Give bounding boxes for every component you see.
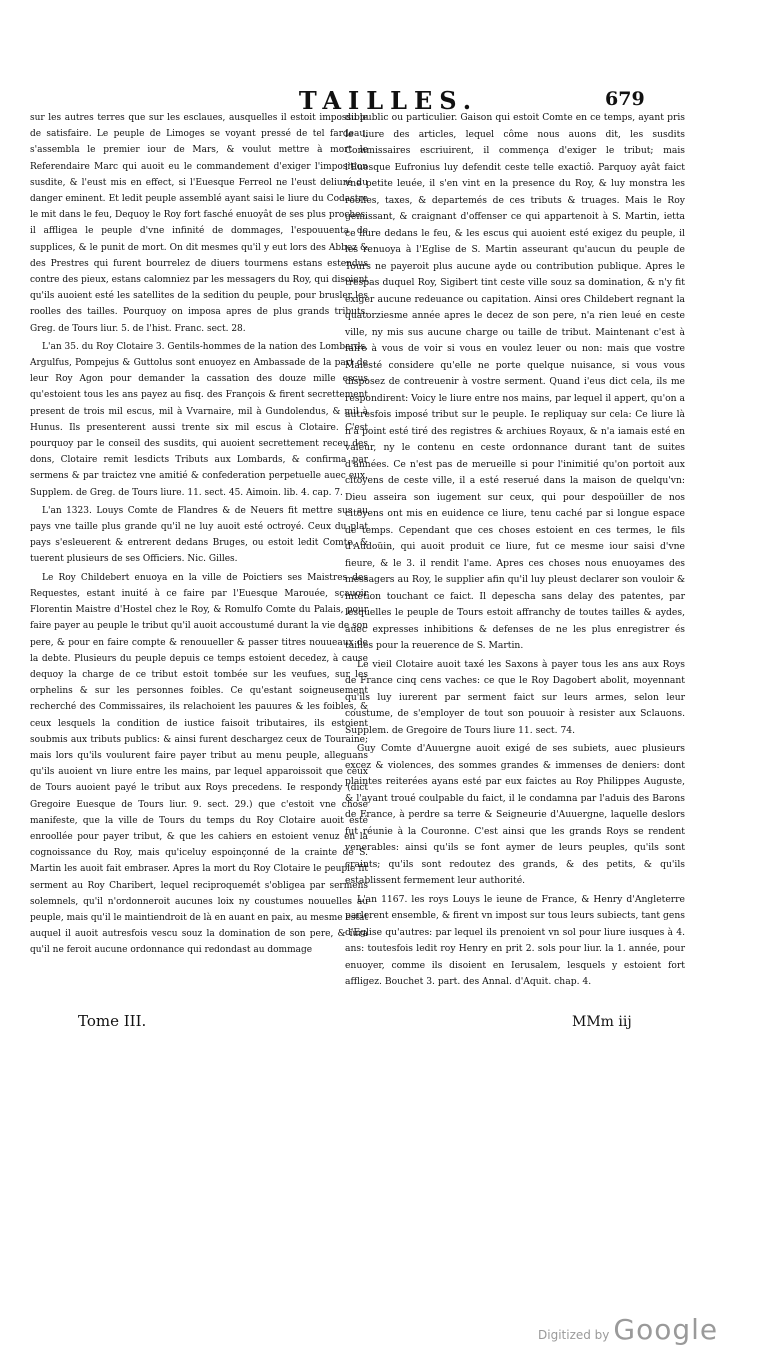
digitized-watermark: [538, 1313, 718, 1346]
paragraph: Le Roy Childebert enuoya en la ville de Poictiers ses Maistres des Requestes, estant inuité à ce faire par l'Euesque Marouée, sçauoir Florentin Maistre d'Hostel chez le Roy, & Romulfo Comte du Palais, pour faire payer au peuple le tribut qu'il auoit accoustumé durant la vie de son pere, & pour en faire compte & renouueller & passer titres nouueaux de la debte. Plusieurs du peuple depuis ce temps estoient decedez, à cause dequoy la charge de ce tribut estoit tombée sur les veufues, sur les orphelins & sur les personnes foibles. Ce qu'estant soigneusement recherché des Commissaires, ils relachoient les pauures & les foibles, & ceux lesquels la condition de iustice faisoit tributaires, ils estoient soubmis aux tributs publics: & ainsi furent deschargez ceux de Touraine; mais lors qu'ils voulurent faire payer tribut au menu peuple, alleguans qu'ils auoient vn liure entre les mains, par lequel apparoissoit que ceux de Tours auoient payé le tribut aux Roys precedens. Ie respondy (dict Gregoire Euesque de Tours liur. 9. sect. 29.) que c'estoit vne chose manifeste, que la ville de Tours du temps du Roy Clotaire auoit esté enroollée pour payer tribut, & que les cahiers en estoient venuz en la cognoissance du Roy, mais qu'iceluy espoinçonné de la crainte de S. Martin les auoit fait embraser. Apres la mort du Roy Clotaire le peuple fit serment au Roy Charibert, lequel reciproquemét s'obligea par sermens solemnels, qu'il n'ordonneroit aucunes loix ny coustumes nouuelles au peuple, mais qu'il le maintiendroit de là en auant en paix, au mesme estat auquel il auoit autresfois vescu souz la domination de son pere, & iura qu'il ne feroit aucune ordonnance qui redondast au dommage: [30, 572, 368, 956]
paragraph: Le vieil Clotaire auoit taxé les Saxons à payer tous les ans aux Roys de France cinq cens vaches: ce que le Roy Dagobert abolit, moyennant qu'ils luy iurerent par serment faict sur leurs armes, selon leur coustume, de s'employer de tout son pouuoir à resister aux Sclauons. Supplem. de Gregoire de Tours liure 11. sect. 74.: [345, 658, 685, 736]
left-column: [30, 110, 368, 961]
running-title: TAILLES.: [298, 86, 479, 115]
page-number: 679: [605, 88, 645, 110]
paragraph: sur les autres terres que sur les esclaues, ausquelles il estoit impossible de satisfaire. Le peuple de Limoges se voyant pressé de tel fardeau, s'assembla le premier iour de Mars, & voulut mettre à mort le Referendaire Marc qui auoit eu le commandement d'exiger l'imposition susdite, & l'eust mis en effect, si l'Euesque Ferreol ne l'eust deliuré du danger eminent. Et ledit peuple assemblé ayant saisi le liure du Codastre le mit dans le feu, Dequoy le Roy fort fasché enuoyât de ses plus proches, il affligea le peuple d'vne infinité de dommages, l'espouuenta de supplices, & le punit de mort. On dit mesmes qu'il y eut lors des Abbez & des Prestres qui furent bourrelez de diuers tourmens estans estendus contre des pieux, estans calomniez par les messagers du Roy, qui disoient qu'ils auoient esté les satellites de la sedition du peuple, pour brusler les roolles des tailles. Pourquoy on imposa apres de plus grands tributs. Greg. de Tours liur. 5. de l'hist. Franc. sect. 28.: [30, 113, 368, 334]
paragraph: du public ou particulier. Gaison qui estoit Comte en ce temps, ayant pris le liure des articles, lequel côme nous auons dit, les susdits Commissaires escriuirent, il commença d'exiger le tribut; mais l'Euesque Eufronius luy defendit ceste telle exactiô. Parquoy ayât faict vne petite leuée, il s'en vint en la presence du Roy, & luy monstra les roolles, taxes, & departemés de ces tributs & truages. Mais le Roy gemissant, & craignant d'offenser ce qui appartenoit à S. Martin, ietta ce liure dedans le feu, & les escus qui auoient esté exigez du peuple, il les renuoya à l'Eglise de S. Martin asseurant qu'aucun du peuple de Tours ne payeroit plus aucune ayde ou contribution publique. Apres le trespas duquel Roy, Sigibert tint ceste ville souz sa domination, & n'y fit exiger aucune redeuance ou capitation. Ainsi ores Childebert regnant la quatorziesme année apres le decez de son pere, n'a rien leué en ceste ville, ny mis sus aucune charge ou taille de tribut. Maintenant c'est à faire à vous de voir si vous en voulez leuer ou non: mais que vostre Maiesté considere qu'elle ne porte quelque nuisance, si vous vous disposez de contreuenir à vostre serment. Quand i'eus dict cela, ils me respondirent: Voicy le liure entre nos mains, par lequel il appert, qu'on a autresfois imposé tribut sur le peuple. Ie repliquay sur cela: Ce liure là n'a point esté tiré des registres & archiues Royaux, & n'a iamais esté en valeur, ny le contenu en ceste ordonnance durant tant de suites d'années. Ce n'est pas de merueille si pour l'inimitié qu'on portoit aux citoyens de ceste ville, il a esté reserué dans la maison de quelqu'vn: Dieu asseira son iugement sur ceux, qui pour despoüiller de nos citoyens ont mis en euidence ce liure, tenu caché par si longue espace de temps. Cependant que ces choses estoient en ces termes, le fils d'Audoüin, qui auoit produit ce liure, fut ce mesme iour saisi d'vne fieure, & le 3. il rendit l'ame. Apres ces choses nous enuoyames des messagers au Roy, le supplier afin qu'il luy pleust declarer son vouloir & intétion touchant ce faict. Il depescha sans delay des patentes, par lesquelles le peuple de Tours estoit affranchy de toutes tailles & aydes, auec expresses inhibitions & defenses de ne les plus enregistrer és tailles pour la reuerence de S. Martin.: [345, 112, 685, 651]
signature-mark: MMm iij: [572, 1014, 632, 1030]
paragraph: Guy Comte d'Auuergne auoit exigé de ses subiets, auec plusieurs excez & violences, des sommes grandes & immenses de deniers: dont plaintes reiterées ayans esté par eux faictes au Roy Philippes Auguste, & l'ayant troué coulpable du faict, il le condamna par l'aduis des Barons de France, à perdre sa terre & Seigneurie d'Auuergne, laquelle deslors fut réunie à la Couronne. C'est ainsi que les grands Roys se rendent venerables: ainsi qu'ils se font aymer de leurs peuples, qu'ils sont craints; qu'ils sont redoutez des grands, & des petits, & qu'ils establissent fermement leur authorité.: [345, 743, 685, 886]
volume-label: Tome III.: [78, 1012, 147, 1030]
paragraph: L'an 35. du Roy Clotaire 3. Gentils-hommes de la nation des Lombards, Argulfus, Pompejus & Guttolus sont enuoyez en Ambassade de la part de leur Roy Agon pour demander la cassation des douze mille escus qu'estoient tous les ans payez au fisq. des François & firent secrettement present de trois mil escus, mil à Vvarnaire, mil à Gundolendus, & mil à Hunus. Ils presenterent aussi trente six mil escus à Clotaire. C'est pourquoy par le conseil des susdits, qui auoient secrettement receu des dons, Clotaire remit lesdicts Tributs aux Lombards, & confirma par sermens & par traictez vne amitié & confederation perpetuelle auec eux. Supplem. de Greg. de Tours liure. 11. sect. 45. Aimoin. lib. 4. cap. 7.: [30, 341, 368, 498]
google-logo: Google: [613, 1313, 719, 1346]
watermark-prefix: Digitized by: [538, 1328, 610, 1342]
paragraph: L'an 1167. les roys Louys le ieune de France, & Henry d'Angleterre parlerent ensemble, & firent vn impost sur tous leurs subiects, tant gens d'Eglise qu'autres: par lequel ils prenoient vn sol pour liure iusques à 4. ans: toutesfois ledit roy Henry en prit 2. sols pour liur. la 1. année, pour enuoyer, comme ils disoient en Ierusalem, lesquels y estoient fort affligez. Bouchet 3. part. des Annal. d'Aquit. chap. 4.: [345, 893, 685, 987]
paragraph: L'an 1323. Louys Comte de Flandres & de Neuers fit mettre sus au pays vne taille plus grande qu'il ne luy auoit esté octroyé. Ceux du plat pays s'esleuerent & entrerent dedans Bruges, ou estoit ledit Comte, & tuerent plusieurs de ses Officiers. Nic. Gilles.: [30, 505, 368, 565]
right-column: [345, 110, 685, 993]
